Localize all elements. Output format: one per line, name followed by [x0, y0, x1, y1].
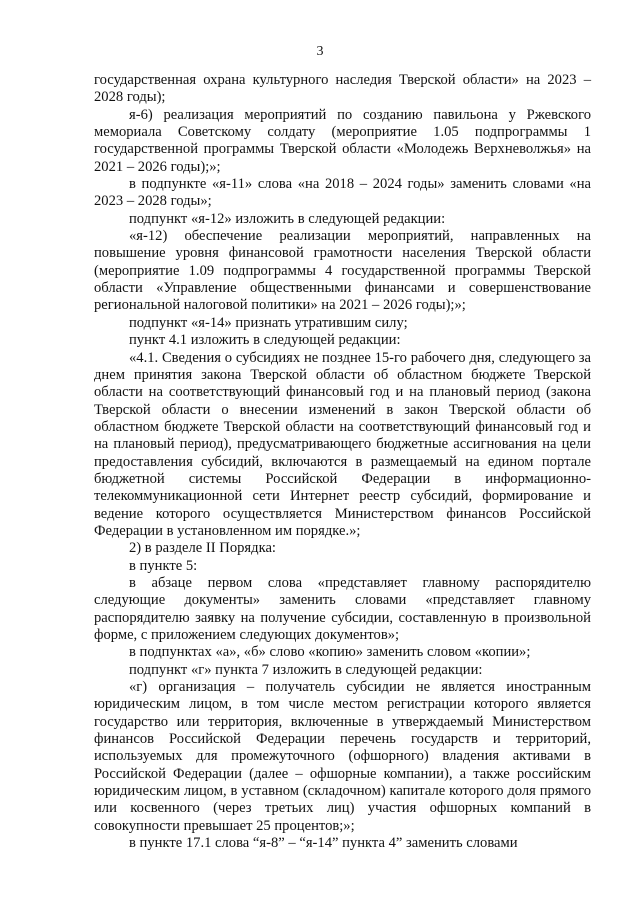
paragraph: пункт 4.1 изложить в следующей редакции:	[129, 332, 401, 349]
paragraph: я-6) реализация мероприятий по созданию павильона у Ржевского мемориала Советскому солдату (мероприятие 1.05 подпрограммы 1 государственной программы Тверской области «Молодежь Верхневолжья» на 2021 – 2026 годы);»;	[94, 106, 591, 175]
document-body	[94, 72, 591, 852]
paragraph: в подпунктах «а», «б» слово «копию» заменить словом «копии»;	[129, 644, 531, 661]
paragraph: в абзаце первом слова «представляет главному распорядителю следующие документы» заменить словами «представляет главному распорядителю заявку на получение субсидии, составленную в произвольной форме, с приложением следующих документов»;	[94, 574, 591, 643]
paragraph: в пункте 5:	[129, 557, 198, 574]
paragraph: подпункт «г» пункта 7 изложить в следующей редакции:	[129, 661, 483, 678]
paragraph: государственная охрана культурного наследия Тверской области» на 2023 – 2028 годы);	[94, 72, 591, 106]
paragraph: 2) в разделе II Порядка:	[129, 540, 276, 557]
paragraph: в подпункте «я-11» слова «на 2018 – 2024 годы» заменить словами «на 2023 – 2028 годы»;	[94, 176, 591, 210]
paragraph: «г) организация – получатель субсидии не является иностранным юридическим лицом, в том числе местом регистрации которого является государство или территория, включенные в утверждаемый Министерством финансов Российской Федерации перечень государств и территорий, используемых для промежуточного (офшорного) владения активами в Российской Федерации (далее – офшорные компании), а также российским юридическим лицом, в уставном (складочном) капитале которого доля прямого или косвенного (через третьих лиц) участия офшорных компаний в совокупности превышает 25 процентов;»;	[94, 679, 591, 834]
paragraph: подпункт «я-14» признать утратившим силу;	[129, 314, 408, 331]
paragraph: в пункте 17.1 слова “я-8” – “я-14” пункта 4” заменить словами	[129, 835, 518, 852]
page-number: 3	[316, 44, 324, 59]
paragraph: «4.1. Сведения о субсидиях не позднее 15-го рабочего дня, следующего за днем принятия закона Тверской области об областном бюджете Тверской области на соответствующий финансовый год и на плановый период (закона Тверской области о внесении изменений в закон Тверской области об областном бюджете Тверской области на соответствующий финансовый год и на плановый период), предусматривающего бюджетные ассигнования на цели предоставления субсидий, включаются в размещаемый на едином портале бюджетной системы Российской Федерации в информационно-телекоммуникационной сети Интернет реестр субсидий, формирование и ведение которого осуществляется Министерством финансов Российской Федерации в установленном им порядке.»;	[94, 349, 591, 539]
paragraph: подпункт «я-12» изложить в следующей редакции:	[129, 210, 446, 227]
paragraph: «я-12) обеспечение реализации мероприятий, направленных на повышение уровня финансовой грамотности населения Тверской области (мероприятие 1.09 подпрограммы 4 государственной программы Тверской области «Управление общественными финансами и совершенствование региональной налоговой политики» на 2021 – 2026 годы);»;	[94, 228, 591, 314]
